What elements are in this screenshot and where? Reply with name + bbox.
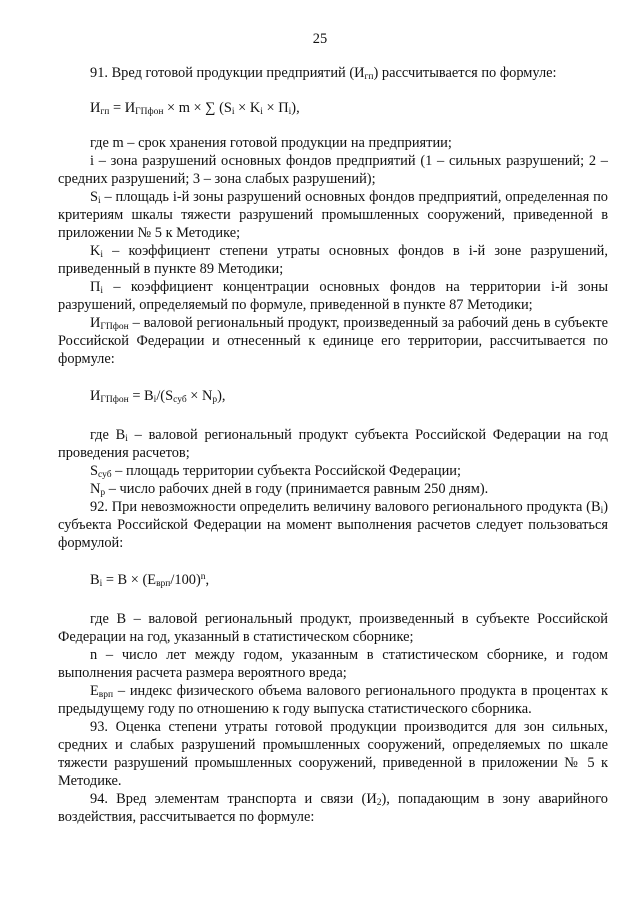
definition-p: $П_i$ – коэффициент концентрации основных фондов на территории i-й зоны разрушений, определяемый по формуле, приведенной в пункте 87 Методики; xyxy=(58,279,608,313)
definition-s: $S_i$ – площадь i-й зоны разрушений основных фондов предприятий, определенная по критериям шкалы тяжести разрушений промышленных сооружений, приведенной в приложении № 5 к Методике; xyxy=(58,189,608,241)
formula-igp: $И_{гп} = И_{ГПфон} \times m$ × ∑ $(S_i \times K_i \times П_i)$, xyxy=(90,100,300,117)
definition-n: n – число лет между годом, указанным в статистическом сборнике, и годом выполнения расчета размера вероятного вреда; xyxy=(58,647,608,681)
definition-ssub: $S_{суб}$ – площадь территории субъекта Российской Федерации; xyxy=(90,463,461,480)
paragraph-94: 94. Вред элементам транспорта и связи $(И_2)$, попадающим в зону аварийного воздействия, рассчитывается по формуле: xyxy=(58,791,608,825)
formula-igpfon: $И_{ГПфон} = B_i/(S_{суб} \times N_р)$, xyxy=(90,388,226,405)
definition-b: где $B_i$ – валовой региональный продукт субъекта Российской Федерации на год проведения расчетов; xyxy=(58,427,609,461)
paragraph-92: 92. При невозможности определить величину валового регионального продукта $(B_i)$ субъекта Российской Федерации на момент выполнения расчетов следует пользоваться формулой: xyxy=(58,499,608,551)
document-body xyxy=(58,64,608,826)
definition-k: $K_i$ – коэффициент степени утраты основных фондов в i-й зоне разрушений, приведенный в пункте 89 Методики; xyxy=(58,243,608,277)
definition-b-total: где B – валовой региональный продукт, произведенный в субъекте Российской Федерации на год, указанный в статистическом сборнике; xyxy=(58,611,608,645)
formula-bi: $B_i = B \times (E_{врп}/100)^n$, xyxy=(90,572,210,589)
definition-np: $N_р$ – число рабочих дней в году (принимается равным 250 дням). xyxy=(90,481,489,498)
definition-i: i – зона разрушений основных фондов предприятий (1 – сильных разрушений; 2 – средних разрушений; 3 – зона слабых разрушений); xyxy=(58,153,608,187)
paragraph-91: 91. Вред готовой продукции предприятий $(И_{гп})$ рассчитывается по формуле: xyxy=(90,65,557,82)
definition-igpfon: $И_{ГПфон}$ – валовой региональный продукт, произведенный за рабочий день в субъекте Российской Федерации и отнесенный к единице его территории, рассчитывается по формуле: xyxy=(58,315,608,367)
page-number: 25 xyxy=(312,31,328,47)
definition-e: $E_{врп}$ – индекс физического объема валового регионального продукта в процентах к предыдущему году по отношению к году выпуска статистического сборника. xyxy=(58,683,608,717)
paragraph-93: 93. Оценка степени утраты готовой продукции производится для зон сильных, средних и слабых разрушений промышленных сооружений, определяемых по шкале тяжести разрушений промышленных сооружений, приведенной в приложении № 5 к Методике. xyxy=(58,719,608,789)
definition-m: где m – срок хранения готовой продукции на предприятии; xyxy=(90,135,452,151)
